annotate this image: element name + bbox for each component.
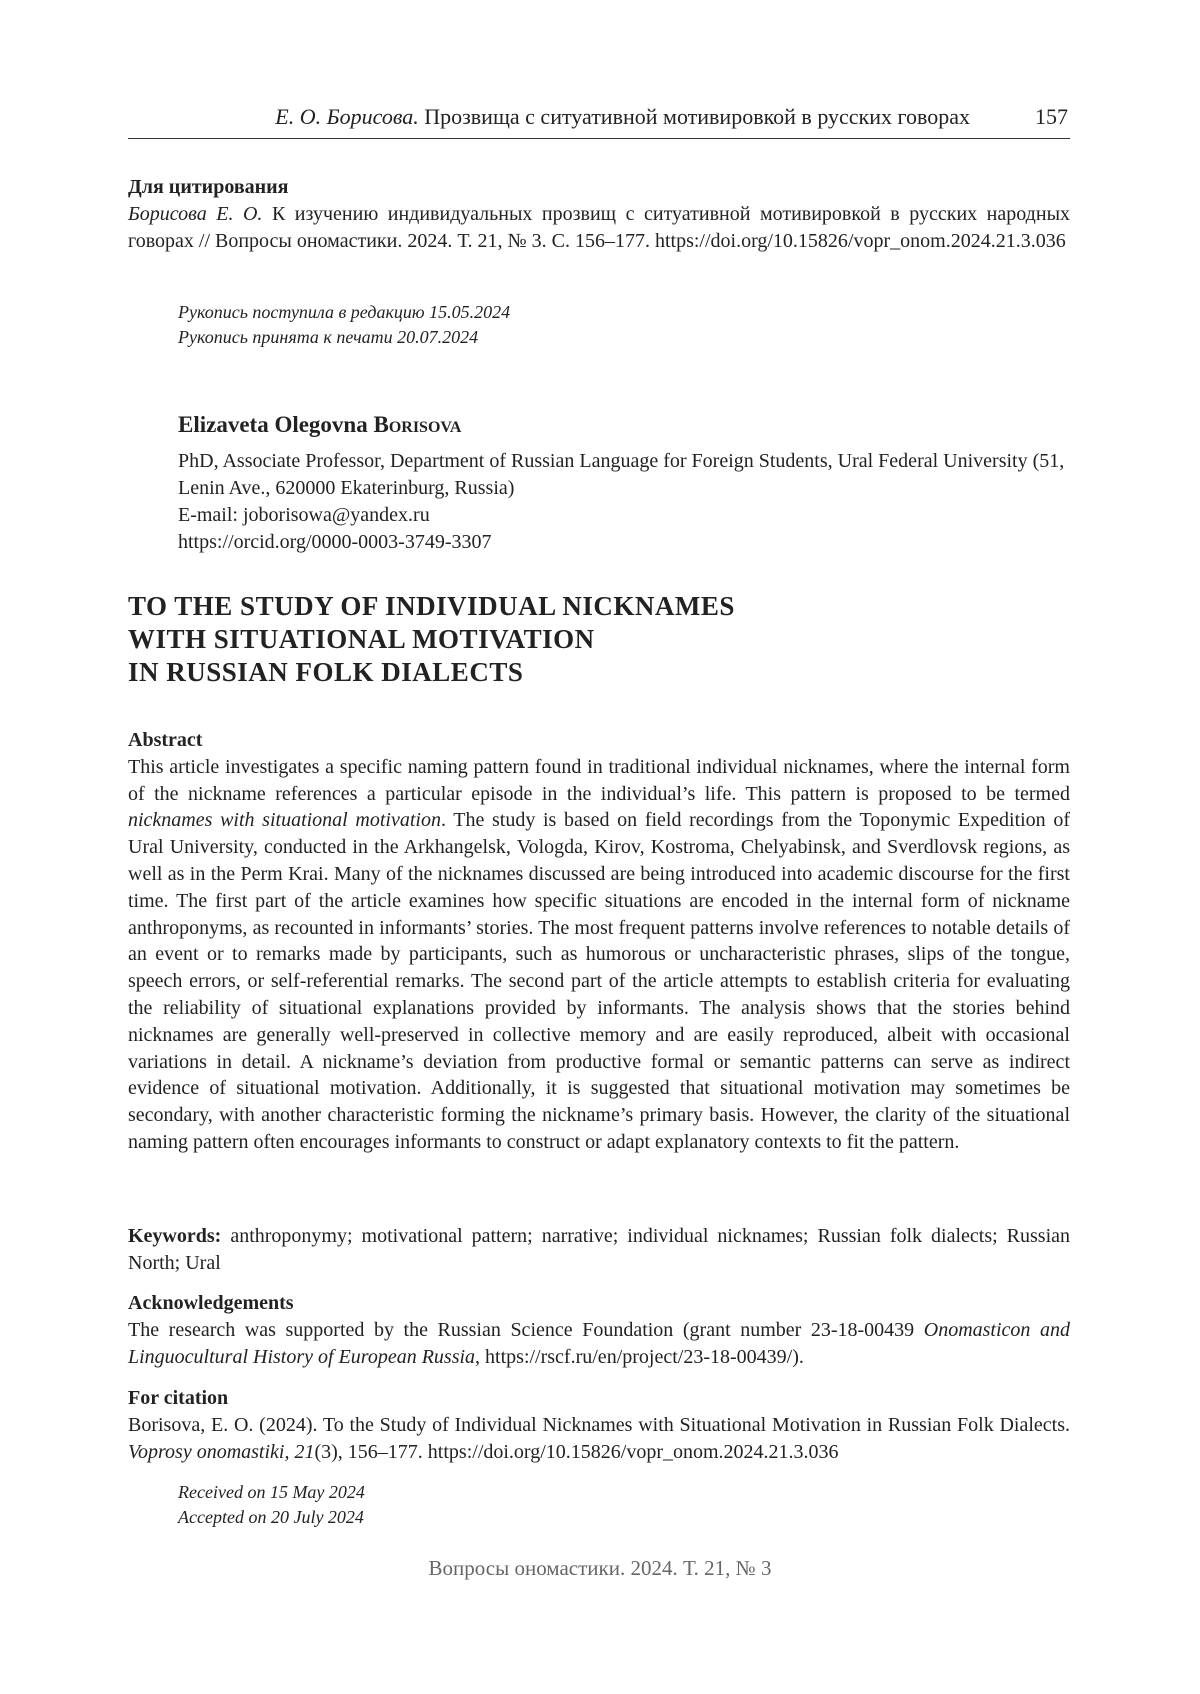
citation-en-journal: Voprosy onomastiki, 21	[128, 1441, 315, 1463]
abstract-part: . The study is based on field recordings from the Toponymic Expedition of Ural University, conducted in the Arkhangelsk, Vologda, Kirov, Kostroma, Chelyabinsk, and Sverdlovsk regions, as well as in the Perm Krai. Many of the nicknames discussed are being introduced into academic discourse for the first time. The first part of the article examines how specific situations are encoded in the internal form of nickname anthroponyms, as recounted in informants’ stories. The most frequent patterns involve references to notable details of an event or to remarks made by participants, such as humorous or uncharacteristic phrases, slips of the tongue, speech errors, or self-referential remarks. The second part of the article attempts to establish criteria for evaluating the reliability of situational explanations provided by informants. The analysis shows that the stories behind nicknames are generally well-preserved in collective memory and are easily reproduced, albeit with occasional variations in detail. A nickname’s deviation from productive formal or semantic patterns can serve as indirect evidence of situational motivation. Additionally, it is suggested that situational motivation may sometimes be secondary, with another characteristic forming the nickname’s primary basis. However, the clarity of the situational naming pattern often encourages informants to construct or adapt explanatory contexts to fit the pattern.	[128, 809, 1071, 1153]
acknowledgements-heading: Acknowledgements	[128, 1292, 294, 1314]
accepted-en: Accepted on 20 July 2024	[178, 1507, 364, 1527]
acknowledgements-text	[128, 1317, 1070, 1371]
author-email: E-mail: joborisowa@yandex.ru	[178, 504, 430, 526]
title-line: WITH SITUATIONAL MOTIVATION	[128, 624, 595, 654]
page-footer: Вопросы ономастики. 2024. Т. 21, № 3	[428, 1556, 772, 1580]
dates-ru	[178, 300, 1120, 350]
author-surname: Borisova	[373, 412, 462, 437]
abstract-text	[128, 754, 1070, 1156]
citation-ru	[128, 174, 1070, 255]
abstract-part: This article investigates a specific naming pattern found in traditional individual nicknames, where the internal form of the nickname references a particular episode in the individual’s life. This pattern is proposed to be termed	[128, 755, 1070, 805]
keywords-label: Keywords:	[128, 1225, 222, 1247]
citation-ru-author: Борисова Е. О.	[128, 203, 263, 225]
citation-en-text	[128, 1412, 1070, 1466]
acknowledgements	[128, 1290, 1070, 1371]
citation-ru-body: К изучению индивидуальных прозвищ с ситуативной мотивировкой в русских народных говорах // Вопросы ономастики. 2024. Т. 21, № 3. С. 156–177. https://doi.org/10.15826/vopr_onom.2024.21.3.036	[128, 203, 1070, 252]
running-header	[128, 104, 1070, 139]
citation-ru-text	[128, 201, 1070, 255]
author-name	[178, 410, 1070, 440]
dates-en	[178, 1480, 1120, 1530]
affiliation-text: PhD, Associate Professor, Department of Russian Language for Foreign Students, Ural Federal University (51, Lenin Ave., 620000 Ekaterinburg, Russia)	[178, 450, 1065, 499]
abstract-heading: Abstract	[128, 729, 203, 751]
keywords-text: anthroponymy; motivational pattern; narrative; individual nicknames; Russian folk dialects; Russian North; Ural	[128, 1225, 1071, 1274]
author-given-name: Elizaveta Olegovna	[178, 412, 368, 437]
citation-en-heading: For citation	[128, 1387, 229, 1409]
citation-ru-heading: Для цитирования	[128, 176, 289, 198]
abstract	[128, 727, 1070, 1156]
title-line: TO THE STUDY OF INDIVIDUAL NICKNAMES	[128, 591, 735, 621]
accepted-ru: Рукопись принята к печати 20.07.2024	[178, 327, 479, 347]
citation-en	[128, 1385, 1070, 1466]
author-affiliation	[178, 448, 1070, 556]
running-header-title	[275, 104, 970, 130]
page-number: 157	[1035, 104, 1068, 129]
running-header-author: Е. О. Борисова.	[275, 104, 419, 129]
title-line: IN RUSSIAN FOLK DIALECTS	[128, 657, 524, 687]
running-header-text: Прозвища с ситуативной мотивировкой в русских говорах	[424, 104, 970, 129]
received-en: Received on 15 May 2024	[178, 1482, 365, 1502]
author-orcid: https://orcid.org/0000-0003-3749-3307	[178, 531, 492, 553]
ack-part: The research was supported by the Russian Science Foundation (grant number 23-18-00439	[128, 1319, 924, 1341]
abstract-term: nicknames with situational motivation	[128, 809, 441, 832]
received-ru: Рукопись поступила в редакцию 15.05.2024	[178, 302, 511, 322]
author-block	[178, 410, 1070, 556]
citation-en-part: (3), 156–177. https://doi.org/10.15826/vopr_onom.2024.21.3.036	[314, 1441, 839, 1463]
article-title	[128, 590, 1070, 689]
keywords	[128, 1223, 1070, 1277]
ack-project-title: Onomasticon and Linguocultural History of European Russia	[128, 1319, 1070, 1368]
ack-part: , https://rscf.ru/en/project/23-18-00439/).	[475, 1346, 804, 1368]
citation-en-part: Borisova, E. O. (2024). To the Study of Individual Nicknames with Situational Motivation in Russian Folk Dialects.	[128, 1414, 1070, 1436]
